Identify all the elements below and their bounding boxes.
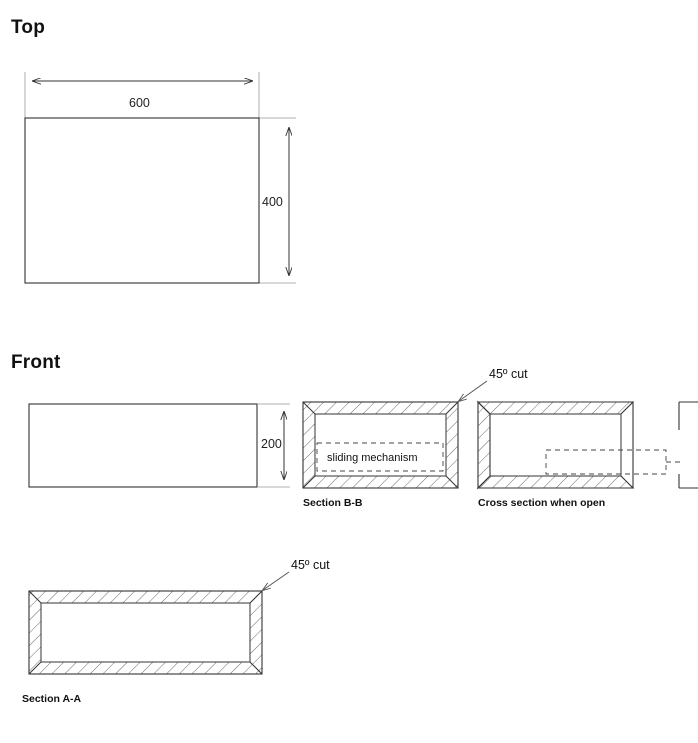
sliding-mechanism-label: sliding mechanism bbox=[327, 452, 418, 464]
open-section-bottom-rail bbox=[478, 476, 633, 488]
open-section-left-jamb bbox=[478, 402, 490, 488]
caption-cross-section-open: Cross section when open bbox=[478, 497, 606, 509]
section-bb-group bbox=[303, 381, 487, 488]
front-view-group bbox=[29, 404, 290, 487]
caption-section-aa: Section A-A bbox=[22, 693, 82, 705]
sliding-panel-open-outline bbox=[546, 450, 666, 474]
open-section-top-rail bbox=[478, 402, 633, 414]
top-view-rectangle bbox=[25, 118, 259, 283]
cut-angle-leader-section-a bbox=[263, 572, 289, 590]
front-height-dimension-label: 200 bbox=[261, 437, 282, 451]
front-view-rectangle bbox=[29, 404, 257, 487]
view-title-front: Front bbox=[11, 352, 61, 373]
cut-angle-leader-front bbox=[459, 381, 487, 401]
top-width-dimension-label: 600 bbox=[129, 96, 150, 110]
top-height-dimension-label: 400 bbox=[262, 195, 283, 209]
view-title-top: Top bbox=[11, 17, 46, 38]
top-view-group bbox=[25, 72, 296, 283]
callout-45-cut-front: 45º cut bbox=[489, 367, 528, 381]
caption-section-bb: Section B-B bbox=[303, 497, 363, 509]
section-aa-group bbox=[29, 572, 289, 674]
cross-section-open-group bbox=[478, 402, 698, 488]
section-aa-inner-cavity bbox=[41, 603, 250, 662]
callout-45-cut-section-a: 45º cut bbox=[291, 558, 330, 572]
